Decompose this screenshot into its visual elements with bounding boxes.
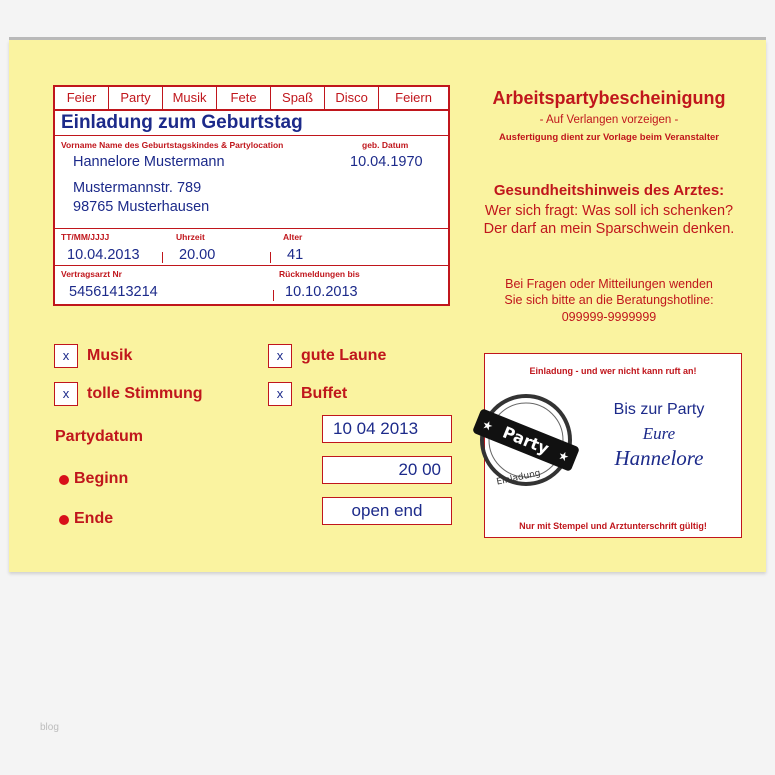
tab-disco: Disco (325, 87, 379, 109)
reply-label: Rückmeldungen bis (279, 269, 360, 279)
stamp-bottom-text: Nur mit Stempel und Arztunterschrift gültig! (519, 521, 707, 531)
city-value: 98765 Musterhausen (73, 199, 210, 215)
invitation-form (53, 85, 450, 306)
until-party-text: Bis zur Party (613, 401, 705, 418)
field-tick (270, 252, 271, 263)
stamp-top-text: Einladung - und wer nicht kann ruft an! (529, 366, 697, 376)
party-stamp-icon (471, 390, 586, 490)
tab-fete: Fete (217, 87, 271, 109)
checkbox-label-tolle-stimmung: tolle Stimmung (87, 385, 203, 402)
date-value: 10.04.2013 (67, 247, 140, 263)
party-date-label: Partydatum (55, 428, 144, 445)
hotline-number: 099999-9999999 (561, 310, 657, 324)
age-value: 41 (287, 247, 304, 263)
begin-label: Beginn (74, 470, 129, 487)
end-label: Ende (74, 510, 114, 527)
dob-label: geb. Datum (362, 140, 409, 150)
bullet-icon (59, 475, 69, 485)
party-date-field[interactable]: 10 04 2013 (322, 415, 452, 443)
stamp-word: Party (499, 422, 552, 459)
date-label: TT/MM/JJJJ (61, 232, 110, 242)
watermark-text: blog (40, 722, 59, 733)
field-tick (162, 252, 163, 263)
signature-line2: Hannelore (614, 446, 704, 470)
svg-text:★: ★ (479, 417, 496, 435)
doctor-value: 54561413214 (69, 284, 158, 300)
health-line2: Der darf an mein Sparschwein denken. (483, 221, 735, 237)
tab-musik: Musik (163, 87, 217, 109)
signature-line1: Eure (642, 424, 676, 443)
certificate-sub2: Ausfertigung dient zur Vorlage beim Veranstalter (499, 132, 719, 143)
info-line1: Bei Fragen oder Mitteilungen wenden (505, 277, 713, 291)
checkbox-label-gute-laune: gute Laune (301, 347, 387, 364)
form-divider (55, 228, 448, 229)
doctor-label: Vertragsarzt Nr (61, 269, 122, 279)
begin-time-field[interactable]: 20 00 (322, 456, 452, 484)
tab-feiern: Feiern (395, 90, 432, 105)
checkbox-musik[interactable]: x (54, 344, 78, 368)
field-tick (273, 290, 274, 301)
invitation-card (9, 40, 766, 572)
time-label: Uhrzeit (176, 232, 205, 242)
checkbox-tolle-stimmung[interactable]: x (54, 382, 78, 406)
tab-feier: Feier (55, 87, 109, 109)
form-divider (55, 265, 448, 266)
stamp-ring-text: Einladung (495, 468, 542, 488)
street-value: Mustermannstr. 789 (73, 180, 202, 196)
name-value: Hannelore Mustermann (73, 154, 225, 170)
stamp-box (479, 353, 742, 538)
tab-spass: Spaß (271, 87, 325, 109)
health-line1: Wer sich fragt: Was soll ich schenken? (484, 203, 734, 219)
info-line2: Sie sich bitte an die Beratungshotline: (504, 293, 714, 307)
reply-value: 10.10.2013 (285, 284, 358, 300)
category-tabs (55, 87, 448, 111)
certificate-heading: Arbeitspartybescheinigung (492, 88, 726, 108)
checkbox-buffet[interactable]: x (268, 382, 292, 406)
certificate-sub1: - Auf Verlangen vorzeigen - (539, 114, 679, 126)
tab-party: Party (109, 87, 163, 109)
form-title: Einladung zum Geburtstag (55, 111, 448, 136)
dob-value: 10.04.1970 (350, 154, 423, 170)
health-heading: Gesundheitshinweis des Arztes: (493, 182, 725, 199)
svg-text:★: ★ (556, 447, 572, 465)
name-label: Vorname Name des Geburtstagskindes & Partylocation (61, 140, 284, 150)
bullet-icon (59, 515, 69, 525)
checkbox-gute-laune[interactable]: x (268, 344, 292, 368)
checkbox-label-musik: Musik (87, 347, 133, 364)
checkbox-label-buffet: Buffet (301, 385, 348, 402)
time-value: 20.00 (179, 247, 216, 263)
end-time-field[interactable]: open end (322, 497, 452, 525)
age-label: Alter (283, 232, 303, 242)
